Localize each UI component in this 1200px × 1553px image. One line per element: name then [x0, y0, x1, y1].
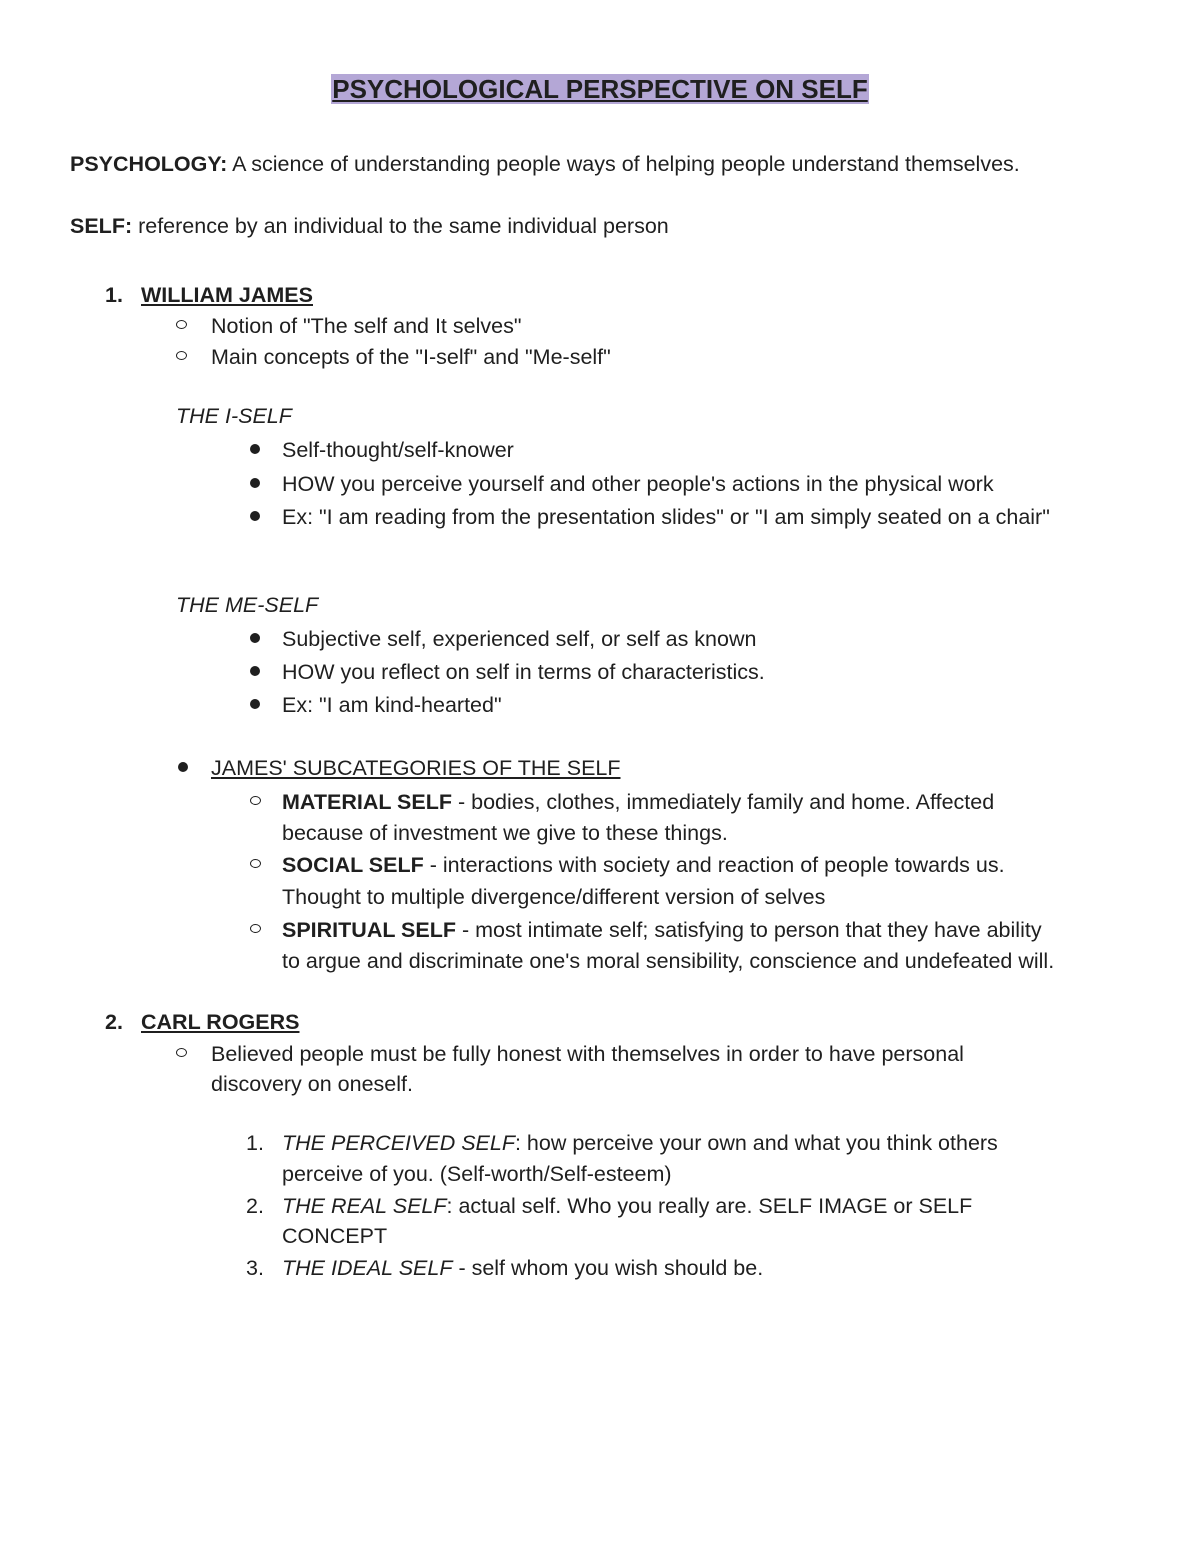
section1-heading-text: WILLIAM JAMES — [141, 283, 313, 307]
perceived-self-term: THE PERCEIVED SELF — [282, 1131, 515, 1155]
meself-item: Subjective self, experienced self, or self as known — [282, 627, 757, 651]
meself-label-text: THE ME-SELF — [176, 593, 319, 617]
hollow-bullet-icon — [250, 859, 261, 868]
real-self-line1 — [282, 1193, 972, 1219]
psychology-definition — [70, 151, 1020, 177]
bullet-icon — [250, 478, 260, 488]
perceived-self-line2: perceive of you. (Self-worth/Self-esteem) — [282, 1162, 672, 1186]
bullet-icon — [250, 633, 260, 643]
section1-point: Notion of "The self and It selves" — [211, 314, 522, 338]
bullet-icon — [250, 699, 260, 709]
material-self-line2: because of investment we give to these things. — [282, 821, 728, 845]
section2-point-line1: Believed people must be fully honest with themselves in order to have personal — [211, 1042, 964, 1066]
real-self-line2: CONCEPT — [282, 1224, 388, 1248]
spiritual-self-text: - most intimate self; satisfying to person that they have ability — [456, 918, 1042, 942]
iself-label-text: THE I-SELF — [176, 404, 292, 428]
self-definition — [70, 213, 669, 239]
meself-item: Ex: "I am kind-hearted" — [282, 693, 502, 717]
ideal-self-term: THE IDEAL SELF — [282, 1256, 453, 1280]
hollow-bullet-icon — [176, 320, 187, 329]
title-text: PSYCHOLOGICAL PERSPECTIVE ON SELF — [332, 74, 868, 104]
selves-number: 3. — [246, 1256, 264, 1280]
perceived-self-text: : how perceive your own and what you think others — [514, 1131, 998, 1155]
iself-label — [176, 403, 292, 429]
hollow-bullet-icon — [176, 1048, 187, 1057]
hollow-bullet-icon — [250, 924, 261, 933]
section2-heading-text: CARL ROGERS — [141, 1010, 300, 1034]
section1-heading — [141, 282, 313, 308]
spiritual-self-line1 — [282, 917, 1042, 943]
subcategories-heading-text: JAMES' SUBCATEGORIES OF THE SELF — [211, 756, 621, 780]
self-text: reference by an individual to the same individual person — [132, 214, 669, 238]
material-self-text: - bodies, clothes, immediately family and home. Affected — [452, 790, 995, 814]
psychology-term: PSYCHOLOGY: — [70, 152, 228, 176]
section1-point: Main concepts of the "I-self" and "Me-self" — [211, 345, 611, 369]
bullet-icon — [178, 762, 188, 772]
section2-point-line2: discovery on oneself. — [211, 1072, 413, 1096]
social-self-text: - interactions with society and reaction of people towards us. — [423, 853, 1005, 877]
hollow-bullet-icon — [176, 351, 187, 360]
ideal-self-text: - self whom you wish should be. — [452, 1256, 764, 1280]
section2-heading — [141, 1009, 299, 1035]
social-self-term: SOCIAL SELF — [282, 853, 424, 877]
meself-label — [176, 592, 318, 618]
selves-number: 2. — [246, 1194, 264, 1218]
social-self-line2: Thought to multiple divergence/different version of selves — [282, 885, 826, 909]
section2-number: 2. — [105, 1010, 123, 1034]
bullet-icon — [250, 666, 260, 676]
bullet-icon — [250, 444, 260, 454]
bullet-icon — [250, 511, 260, 521]
section1-number: 1. — [105, 283, 123, 307]
perceived-self-line1 — [282, 1130, 998, 1156]
iself-item: HOW you perceive yourself and other people's actions in the physical work — [282, 472, 994, 496]
self-term: SELF: — [70, 214, 133, 238]
spiritual-self-term: SPIRITUAL SELF — [282, 918, 457, 942]
spiritual-self-line2: to argue and discriminate one's moral sensibility, conscience and undefeated will. — [282, 949, 1055, 973]
hollow-bullet-icon — [250, 796, 261, 805]
page-title — [0, 73, 1200, 105]
selves-number: 1. — [246, 1131, 264, 1155]
iself-item: Self-thought/self-knower — [282, 438, 514, 462]
real-self-text: : actual self. Who you really are. SELF IMAGE or SELF — [446, 1194, 973, 1218]
psychology-text: A science of understanding people ways of helping people understand themselves. — [227, 152, 1020, 176]
subcategories-heading — [211, 755, 621, 781]
meself-item: HOW you reflect on self in terms of characteristics. — [282, 660, 765, 684]
ideal-self-line1 — [282, 1255, 763, 1281]
iself-item: Ex: "I am reading from the presentation slides" or "I am simply seated on a chair" — [282, 505, 1050, 529]
material-self-term: MATERIAL SELF — [282, 790, 453, 814]
material-self-line1 — [282, 789, 994, 815]
real-self-term: THE REAL SELF — [282, 1194, 447, 1218]
social-self-line1 — [282, 852, 1005, 878]
